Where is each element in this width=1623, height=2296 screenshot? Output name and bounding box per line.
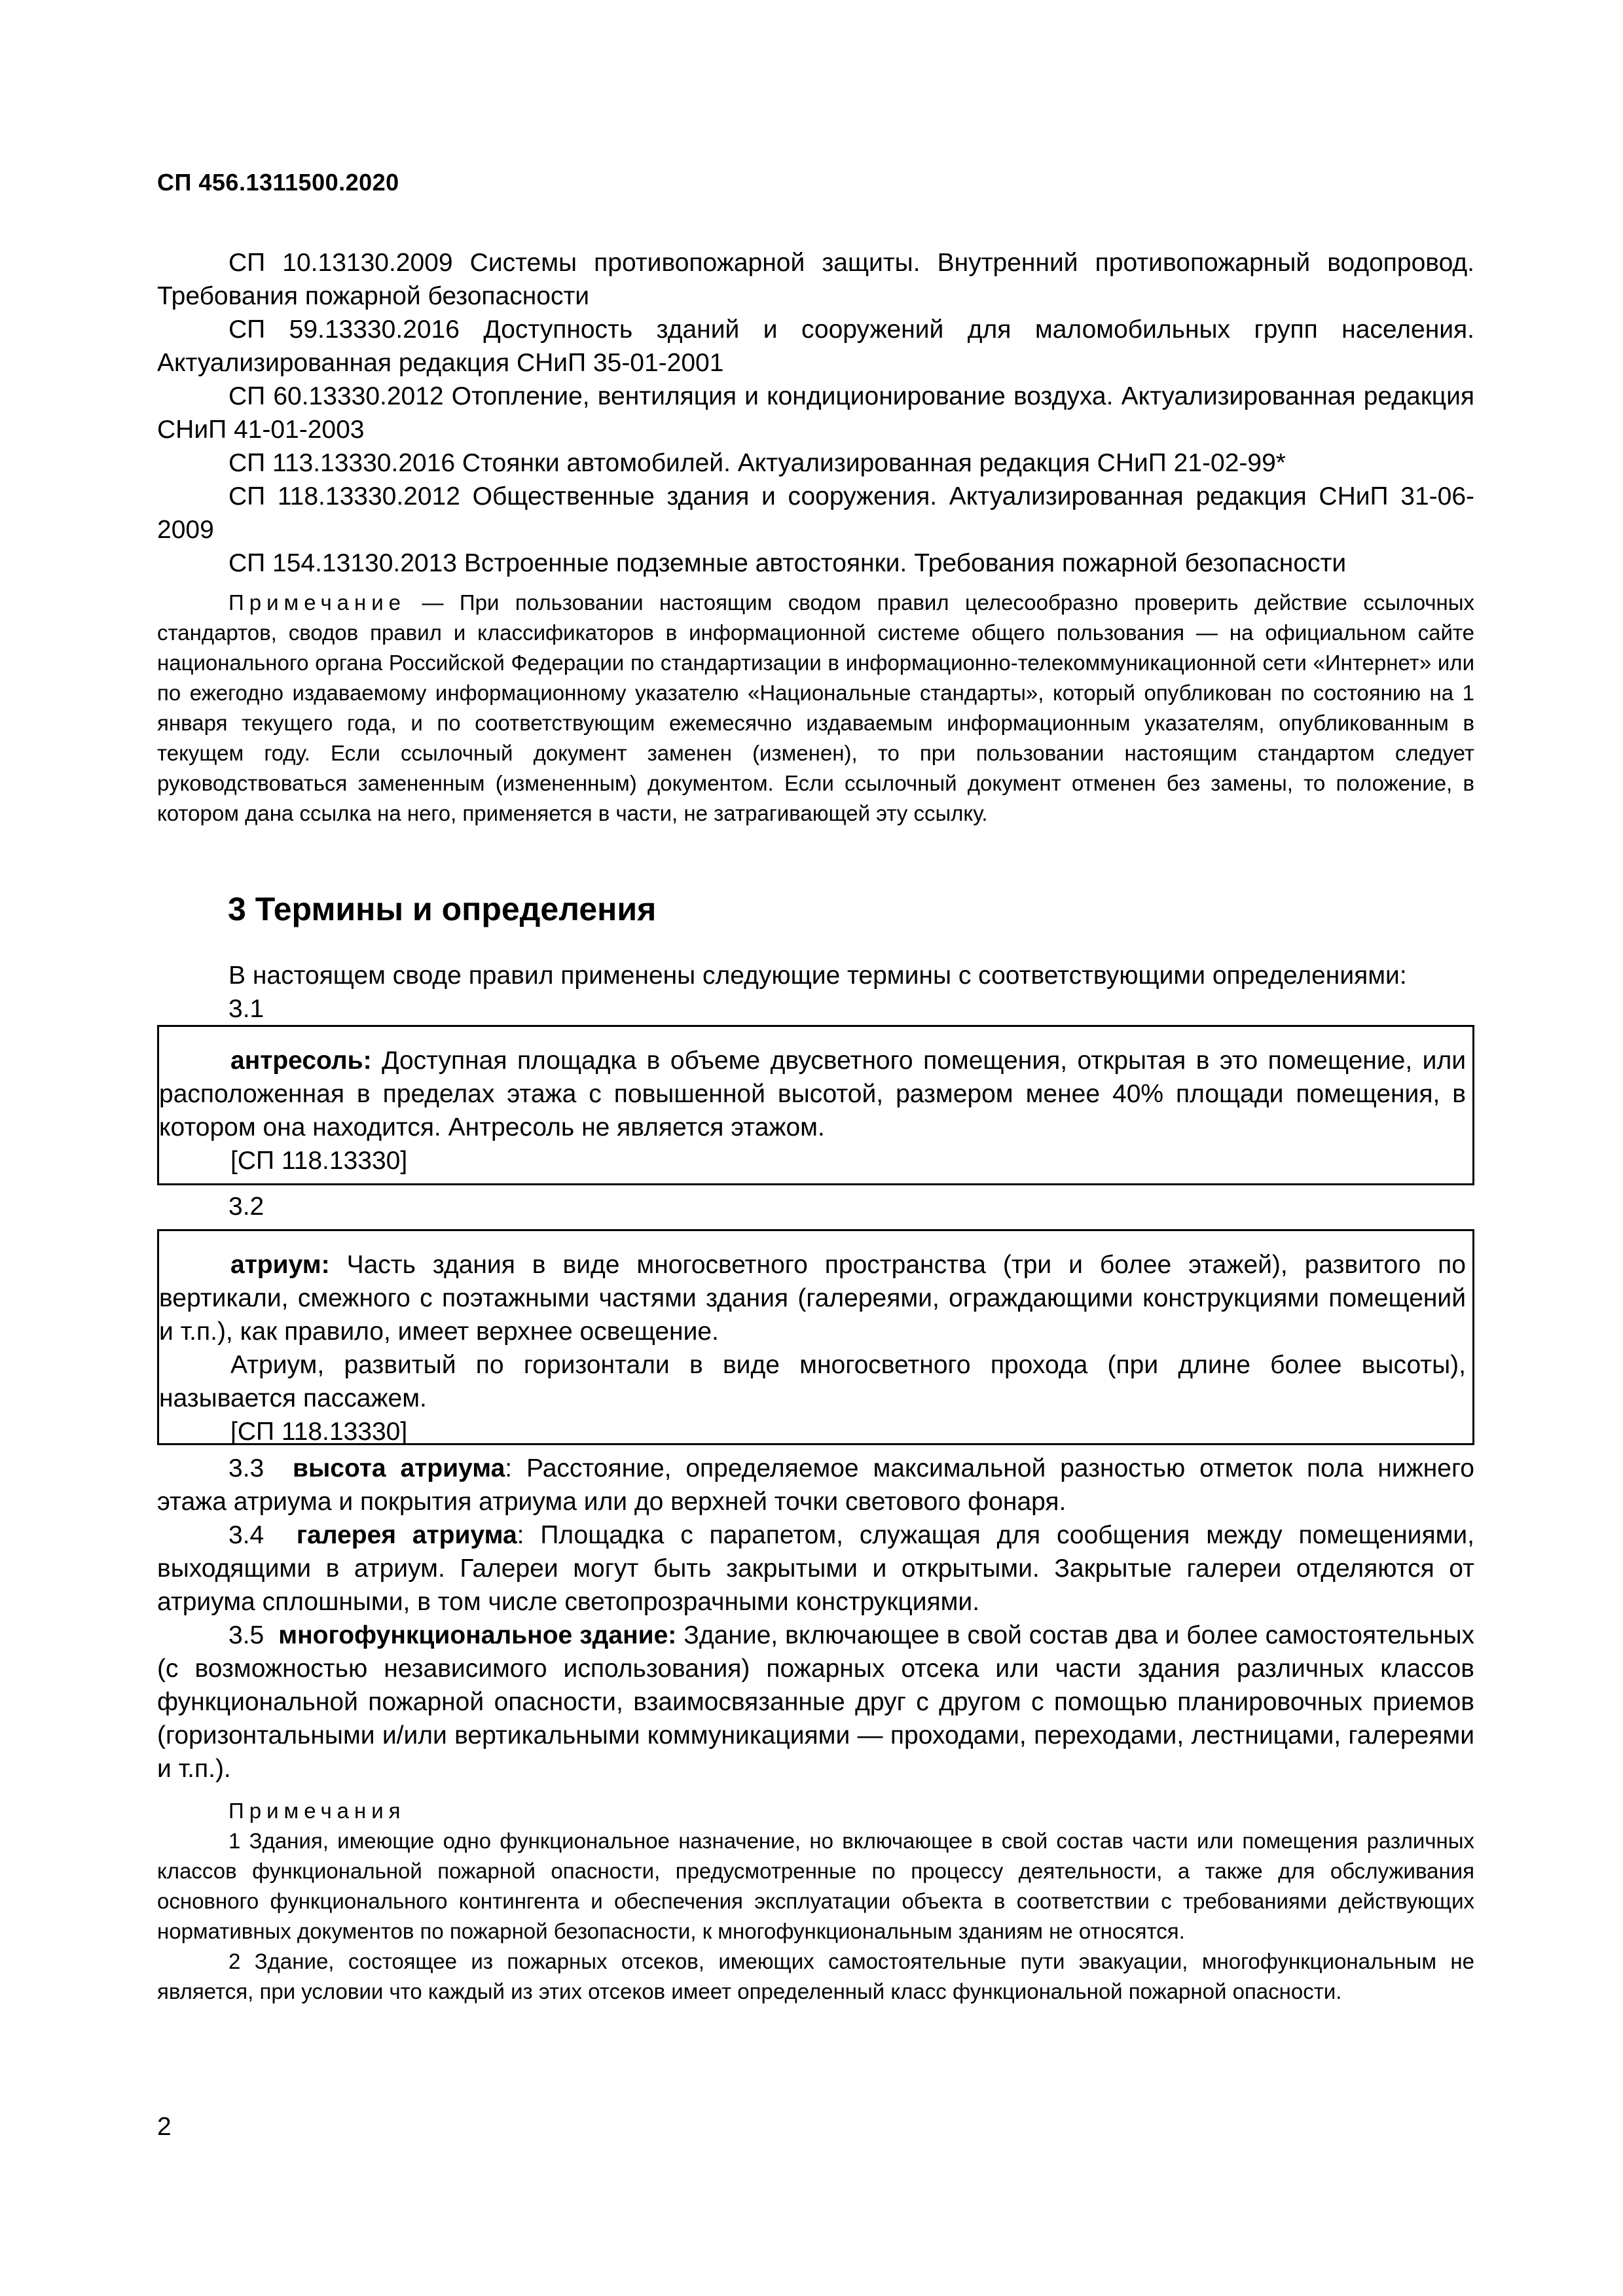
term-definition: Доступная площадка в объеме двусветного помещения, открытая в это помещение, или расположенная в пределах этажа с повышенной высотой, размером менее 40% площади помещения, в котором она находится. Антресоль не является этажом. — [159, 1047, 1466, 1141]
term-number: 3.2 — [228, 1193, 264, 1221]
term-item: 3.4 галерея атриума: Площадка с парапетом, служащая для сообщения между помещениями, выходящими в атриум. Галереи могут быть закрытыми и открытыми. Закрытые галереи отделяются от атриума сплошными, в том числе светопрозрачными конструкциями. — [157, 1521, 1475, 1616]
reference-item: СП 60.13330.2012 Отопление, вентиляция и кондиционирование воздуха. Актуализированная редакция СНиП 41-01-2003 — [157, 382, 1474, 444]
term-name: антресоль: — [230, 1047, 372, 1075]
term-source: [СП 118.13330] — [230, 1147, 408, 1175]
term-item: 3.3 высота атриума: Расстояние, определяемое максимальной разностью отметок пола нижнего этажа атриума и покрытия атриума или до верхней точки светового фонаря. — [157, 1454, 1474, 1516]
term-box-antresol — [157, 1025, 1474, 1185]
reference-item: СП 59.13330.2016 Доступность зданий и сооружений для маломобильных групп населения. Актуализированная редакция СНиП 35-01-2001 — [157, 315, 1474, 377]
references-note — [157, 588, 1474, 829]
reference-item: СП 10.13130.2009 Системы противопожарной защиты. Внутренний противопожарный водопровод. Требования пожарной безопасности — [157, 249, 1474, 310]
section-intro: В настоящем своде правил применены следующие термины с соответствующими определениями: 3.1 — [157, 959, 1474, 1026]
term-name: атриум: — [230, 1251, 330, 1279]
note-item: 2 Здание, состоящее из пожарных отсеков, имеющих самостоятельные пути эвакуации, многофункциональным не является, при условии что каждый из этих отсеков имеет определенный класс функциональной пожарной опасности. — [157, 1949, 1474, 2003]
note-text: — При пользовании настоящим сводом правил целесообразно проверить действие ссылочных стандартов, сводов правил и классификаторов в информационной системе общего пользования — на официальном сайте национального органа Российской Федерации по стандартизации в информационно-телекоммуникационной сети «Интернет» или по ежегодно издаваемому информационному указателю «Национальные стандарты», который опубликован по состоянию на 1 января текущего года, и по соответствующим ежемесячно издаваемым информационным указателям, опубликованным в текущем году. Если ссылочный документ заменен (изменен), то при пользовании настоящим стандартом следует руководствоваться замененным (измененным) документом. Если ссылочный документ отменен без замены, то положение, в котором дана ссылка на него, применяется в части, не затрагивающей эту ссылку. — [157, 590, 1474, 825]
reference-item: СП 113.13330.2016 Стоянки автомобилей. Актуализированная редакция СНиП 21-02-99* — [228, 449, 1286, 477]
term-name: галерея атриума — [296, 1521, 517, 1549]
notes-label: Примечания — [228, 1799, 406, 1823]
term-name: многофункциональное здание: — [278, 1621, 677, 1649]
terms-list — [157, 1452, 1474, 1785]
term-name: высота атриума — [292, 1454, 505, 1482]
term-item: 3.5 многофункциональное здание: Здание, включающее в свой состав два и более самостоятельных (с возможностью независимого использования) пожарных отсека или части здания различных классов функциональной пожарной опасности, взаимосвязанные друг с другом с помощью планировочных приемов (горизонтальными и/или вертикальными коммуникациями — проходами, переходами, лестницами, галереями и т.п.). — [157, 1621, 1474, 1783]
note-label: Примечание — [228, 590, 407, 615]
term-notes — [157, 1796, 1474, 2007]
term-definition: Часть здания в виде многосветного пространства (три и более этажей), развитого по вертикали, смежного с поэтажными частями здания (галереями, ограждающими конструкциями помещений и т.п.), как правило, имеет верхнее освещение. — [159, 1251, 1466, 1346]
term-source: [СП 118.13330] — [230, 1418, 408, 1446]
term-box-atrium — [157, 1229, 1474, 1445]
term-definition-extra: Атриум, развитый по горизонтали в виде многосветного прохода (при длине более высоты), называется пассажем. — [159, 1351, 1466, 1412]
normative-references — [157, 246, 1474, 580]
term-number: 3.1 — [228, 995, 264, 1023]
document-header: СП 456.1311500.2020 — [157, 169, 399, 196]
page-number: 2 — [157, 2113, 172, 2141]
reference-item: СП 118.13330.2012 Общественные здания и сооружения. Актуализированная редакция СНиП 31-06-2009 — [157, 482, 1474, 544]
reference-item: СП 154.13130.2013 Встроенные подземные автостоянки. Требования пожарной безопасности — [228, 549, 1347, 577]
note-item: 1 Здания, имеющие одно функциональное назначение, но включающее в свой состав части или помещения различных классов функциональной пожарной опасности, предусмотренные по процессу деятельности, а также для обслуживания основного функционального контингента и обеспечения эксплуатации объекта в соответствии с требованиями действующих нормативных документов по пожарной безопасности, к многофункциональным зданиям не относятся. — [157, 1829, 1474, 1943]
section-title: 3 Термины и определения — [228, 891, 657, 927]
